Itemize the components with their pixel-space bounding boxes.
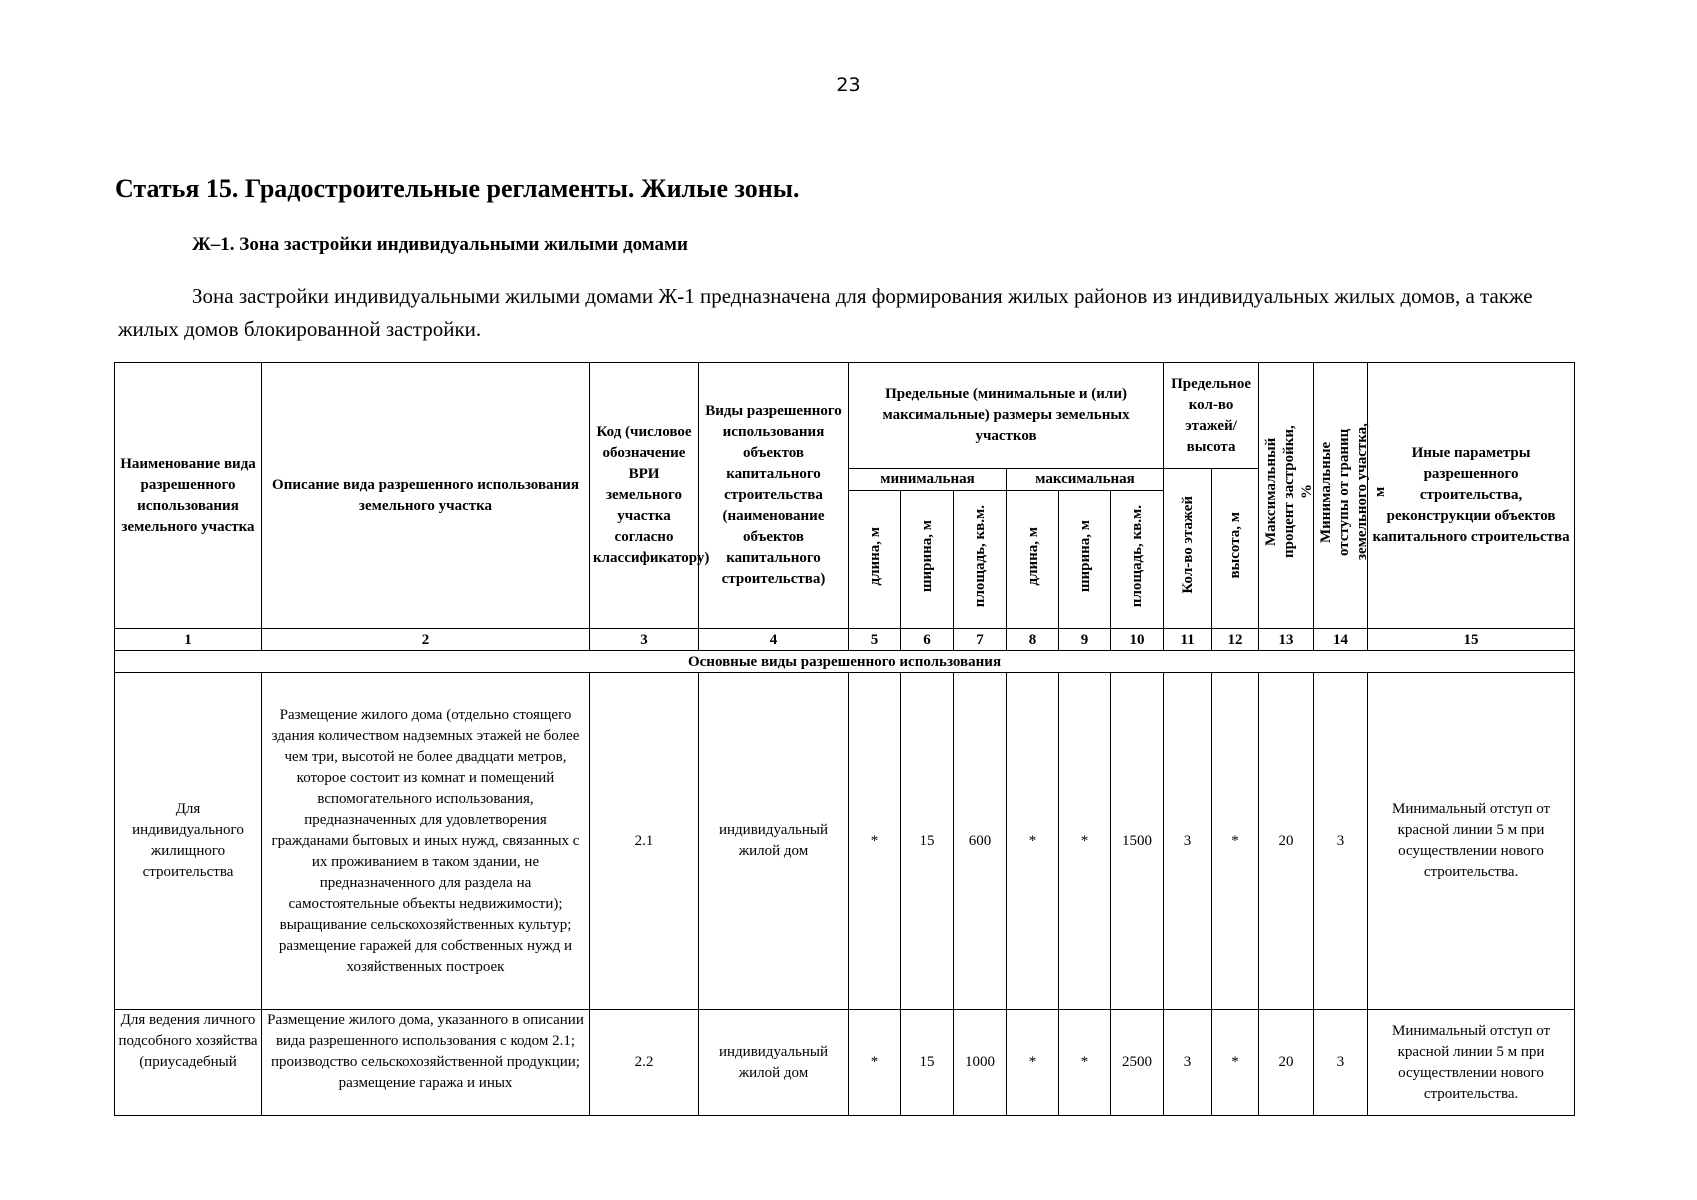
section-title: Основные виды разрешенного использования — [115, 651, 1575, 673]
header-max-width-text: ширина, м — [1076, 519, 1093, 593]
column-number: 14 — [1314, 629, 1368, 651]
cell-height: * — [1212, 1010, 1259, 1116]
header-min-width-text: ширина, м — [919, 519, 935, 593]
cell-min-area: 600 — [954, 673, 1007, 1010]
cell-min-width: 15 — [901, 1010, 954, 1116]
header-maximal: максимальная — [1007, 469, 1164, 491]
header-max-width — [1059, 491, 1111, 629]
header-height — [1212, 469, 1259, 629]
cell-max-area: 1500 — [1111, 673, 1164, 1010]
header-min-setback — [1314, 363, 1389, 629]
header-name: Наименование вида разрешенного использования земельного участка — [115, 363, 262, 629]
header-max-area — [1111, 491, 1164, 629]
header-max-percent — [1259, 363, 1314, 629]
cell-object-type: индивидуальный жилой дом — [699, 673, 849, 1010]
table-row — [115, 673, 1575, 1010]
cell-code: 2.2 — [590, 1010, 699, 1116]
intro-paragraph: Зона застройки индивидуальными жилыми домами Ж-1 предназначена для формирования жилых районов из индивидуальных жилых домов, а также жилых домов блокированной застройки. — [118, 284, 1533, 341]
column-number: 8 — [1007, 629, 1059, 651]
header-other-params: Иные параметры разрешенного строительства, реконструкции объектов капитального строительства — [1368, 363, 1575, 629]
column-number: 15 — [1368, 629, 1575, 651]
cell-height: * — [1212, 673, 1259, 1010]
cell-setback: 3 — [1314, 1010, 1368, 1116]
cell-description: Размещение жилого дома, указанного в описании вида разрешенного использования с кодом 2.1; производство сельскохозяйственной продукции; размещение гаража и иных — [267, 1012, 584, 1091]
header-object-types: Виды разрешенного использования объектов капитального строительства (наименование объектов капитального строительства) — [699, 363, 849, 629]
column-number: 6 — [901, 629, 954, 651]
cell-description: Размещение жилого дома (отдельно стоящего здания количеством надземных этажей не более чем три, высотой не более двадцати метров, которое состоит из комнат и помещений вспомогательного использования, предназначенных для удовлетворения гражданами бытовых и иных нужд, связанных с их проживанием в таком здании, не предназначенного для раздела на самостоятельные объекты недвижимости); выращивание сельскохозяйственных культур; размещение гаражей для собственных нужд и хозяйственных построек — [262, 673, 590, 1010]
section-row — [115, 651, 1575, 673]
header-max-length-text: длина, м — [1024, 526, 1041, 586]
header-description: Описание вида разрешенного использования земельного участка — [262, 363, 590, 629]
header-min-length-text: длина, м — [866, 526, 883, 586]
cell-name: Для индивидуального жилищного строительства — [115, 673, 262, 1010]
cell-max-width: * — [1059, 673, 1111, 1010]
header-max-percent-text: Максимальный процент застройки, % — [1263, 425, 1316, 559]
header-floors — [1164, 469, 1212, 629]
cell-name: Для ведения личного подсобного хозяйства (приусадебный — [118, 1012, 258, 1070]
article-title: Статья 15. Градостроительные регламенты. Жилые зоны. — [115, 174, 800, 203]
cell-floors: 3 — [1164, 1010, 1212, 1116]
page-number: 23 — [836, 74, 861, 96]
cell-object-type: индивидуальный жилой дом — [699, 1010, 849, 1116]
cell-max-width: * — [1059, 1010, 1111, 1116]
table-row — [115, 1010, 1575, 1116]
column-number: 12 — [1212, 629, 1259, 651]
zone-title: Ж–1. Зона застройки индивидуальными жилыми домами — [192, 234, 688, 255]
cell-min-area: 1000 — [954, 1010, 1007, 1116]
regulations-table — [114, 362, 1575, 1116]
cell-min-length: * — [849, 673, 901, 1010]
cell-setback: 3 — [1314, 673, 1368, 1010]
column-number: 13 — [1259, 629, 1314, 651]
column-number: 11 — [1164, 629, 1212, 651]
column-number: 7 — [954, 629, 1007, 651]
column-number: 1 — [115, 629, 262, 651]
cell-max-area: 2500 — [1111, 1010, 1164, 1116]
header-floors-text: Кол-во этажей — [1179, 496, 1196, 594]
cell-max-percent: 20 — [1259, 673, 1314, 1010]
cell-other-params: Минимальный отступ от красной линии 5 м при осуществлении нового строительства. — [1368, 673, 1575, 1010]
column-number-row — [115, 629, 1575, 651]
column-number: 2 — [262, 629, 590, 651]
cell-min-width: 15 — [901, 673, 954, 1010]
cell-other-params: Минимальный отступ от красной линии 5 м при осуществлении нового строительства. — [1368, 1010, 1575, 1116]
header-plot-sizes: Предельные (минимальные и (или) максимальные) размеры земельных участков — [849, 363, 1164, 469]
cell-code: 2.1 — [590, 673, 699, 1010]
header-min-width — [901, 491, 954, 629]
header-max-length — [1007, 491, 1059, 629]
header-minimal: минимальная — [849, 469, 1007, 491]
column-number: 9 — [1059, 629, 1111, 651]
header-floors-group: Предельное кол-во этажей/ высота — [1164, 363, 1259, 469]
header-min-length — [849, 491, 901, 629]
column-number: 5 — [849, 629, 901, 651]
cell-max-length: * — [1007, 673, 1059, 1010]
column-number: 3 — [590, 629, 699, 651]
column-number: 10 — [1111, 629, 1164, 651]
cell-max-length: * — [1007, 1010, 1059, 1116]
header-min-area-text: площадь, кв.м. — [972, 504, 988, 608]
header-min-area — [954, 491, 1007, 629]
header-min-setback-text: Минимальные отступы от границ земельного участка, м — [1318, 423, 1389, 561]
cell-max-percent: 20 — [1259, 1010, 1314, 1116]
header-height-text: высота, м — [1227, 511, 1244, 579]
header-code: Код (числовое обозначение ВРИ земельного участка согласно классификатору) — [590, 363, 699, 629]
header-max-area-text: площадь, кв.м. — [1129, 504, 1146, 608]
column-number: 4 — [699, 629, 849, 651]
cell-min-length: * — [849, 1010, 901, 1116]
cell-floors: 3 — [1164, 673, 1212, 1010]
